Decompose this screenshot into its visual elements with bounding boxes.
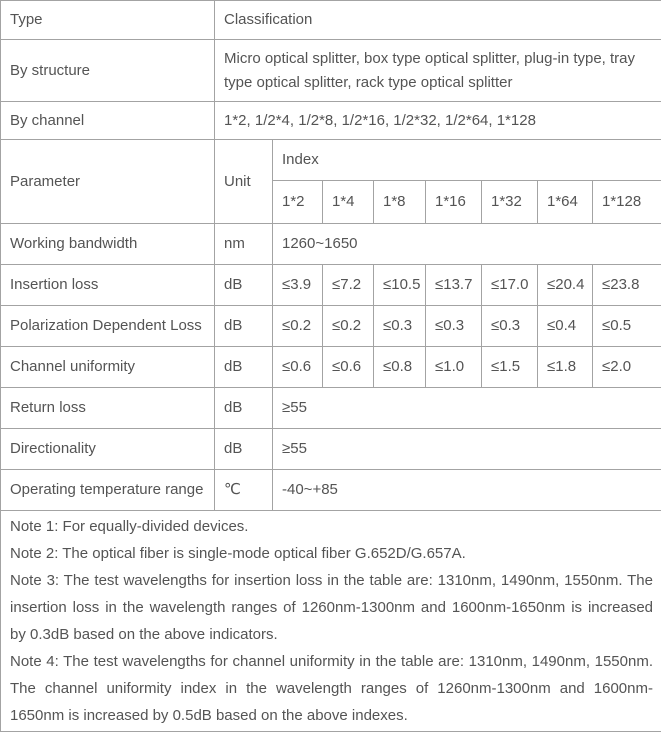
value-return-loss: ≥55 [273, 388, 661, 429]
value-cell: ≤0.2 [273, 306, 323, 347]
header-channel-1x32: 1*32 [482, 181, 538, 224]
header-channel-1x16: 1*16 [426, 181, 482, 224]
header-unit: Unit [215, 140, 273, 224]
unit-cell: dB [215, 429, 273, 470]
header-channel-1x64: 1*64 [538, 181, 593, 224]
value-operating-temperature-range: -40~+85 [273, 470, 661, 511]
table-row [1, 306, 661, 347]
row-label-by-channel: By channel [1, 102, 215, 140]
row-label-working-bandwidth: Working bandwidth [1, 224, 215, 265]
table-row [1, 1, 661, 40]
table-row [1, 224, 661, 265]
row-label-type: Type [1, 1, 215, 40]
value-cell: ≤0.3 [426, 306, 482, 347]
table-notes-row [1, 511, 661, 732]
table-row [1, 470, 661, 511]
unit-cell: nm [215, 224, 273, 265]
header-index: Index [273, 140, 661, 181]
notes-cell [1, 511, 661, 732]
table-row [1, 429, 661, 470]
row-label-polarization-dependent-loss: Polarization Dependent Loss [1, 306, 215, 347]
header-channel-1x8: 1*8 [374, 181, 426, 224]
value-cell: ≤3.9 [273, 265, 323, 306]
row-label-insertion-loss: Insertion loss [1, 265, 215, 306]
value-cell: ≤1.8 [538, 347, 593, 388]
row-value-classification: Classification [215, 1, 661, 40]
header-channel-1x2: 1*2 [273, 181, 323, 224]
value-cell: ≤7.2 [323, 265, 374, 306]
row-value-by-channel: 1*2, 1/2*4, 1/2*8, 1/2*16, 1/2*32, 1/2*64, 1*128 [215, 102, 661, 140]
value-cell: ≤0.3 [374, 306, 426, 347]
table-row [1, 102, 661, 140]
row-label-by-structure: By structure [1, 40, 215, 102]
value-cell: ≤0.8 [374, 347, 426, 388]
header-channel-1x4: 1*4 [323, 181, 374, 224]
row-label-channel-uniformity: Channel uniformity [1, 347, 215, 388]
unit-cell: dB [215, 306, 273, 347]
value-cell: ≤17.0 [482, 265, 538, 306]
table-row [1, 40, 661, 102]
value-cell: ≤1.0 [426, 347, 482, 388]
unit-cell: ℃ [215, 470, 273, 511]
value-cell: ≤2.0 [593, 347, 661, 388]
note-2: Note 2: The optical fiber is single-mode optical fiber G.652D/G.657A. [10, 540, 653, 567]
value-cell: ≤0.6 [273, 347, 323, 388]
value-cell: ≤13.7 [426, 265, 482, 306]
value-cell: ≤20.4 [538, 265, 593, 306]
value-directionality: ≥55 [273, 429, 661, 470]
note-1: Note 1: For equally-divided devices. [10, 513, 653, 540]
value-cell: ≤0.6 [323, 347, 374, 388]
row-label-return-loss: Return loss [1, 388, 215, 429]
row-label-operating-temperature-range: Operating temperature range [1, 470, 215, 511]
value-cell: ≤23.8 [593, 265, 661, 306]
table-row [1, 265, 661, 306]
value-working-bandwidth: 1260~1650 [273, 224, 661, 265]
table-row [1, 347, 661, 388]
table-header-row [1, 140, 661, 181]
header-channel-1x128: 1*128 [593, 181, 661, 224]
unit-cell: dB [215, 347, 273, 388]
value-cell: ≤1.5 [482, 347, 538, 388]
value-cell: ≤0.3 [482, 306, 538, 347]
row-value-by-structure: Micro optical splitter, box type optical splitter, plug-in type, tray type optical splitter, rack type optical splitter [215, 40, 661, 102]
table-row [1, 388, 661, 429]
note-3: Note 3: The test wavelengths for insertion loss in the table are: 1310nm, 1490nm, 1550nm. The insertion loss in the wavelength ranges of 1260nm-1300nm and 1600nm-1650nm is increased by 0.3dB based on the above indicators. [10, 567, 653, 648]
row-label-directionality: Directionality [1, 429, 215, 470]
note-4: Note 4: The test wavelengths for channel uniformity in the table are: 1310nm, 1490nm, 1550nm. The channel uniformity index in the wavelength ranges of 1260nm-1300nm and 1600nm-1650nm is increased by 0.5dB based on the above indexes. [10, 648, 653, 729]
value-cell: ≤10.5 [374, 265, 426, 306]
header-parameter: Parameter [1, 140, 215, 224]
value-cell: ≤0.5 [593, 306, 661, 347]
unit-cell: dB [215, 265, 273, 306]
unit-cell: dB [215, 388, 273, 429]
value-cell: ≤0.2 [323, 306, 374, 347]
value-cell: ≤0.4 [538, 306, 593, 347]
